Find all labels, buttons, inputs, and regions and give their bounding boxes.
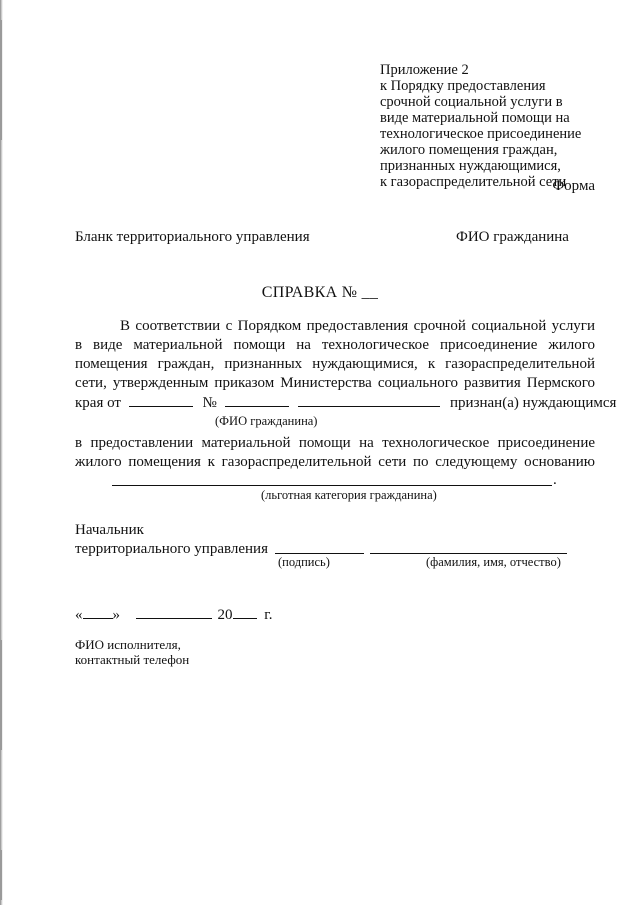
year-prefix: 20 (217, 607, 233, 623)
annex-line: к Порядку предоставления (380, 78, 546, 94)
annex-line: к газораспределительной сети (380, 174, 567, 190)
scan-edge-mark (0, 850, 2, 900)
open-quote: « (75, 607, 83, 623)
order-date-row (75, 393, 616, 412)
order-date-label: края от (75, 395, 121, 411)
document-title: СПРАВКА № __ (261, 284, 379, 301)
paragraph-line: В соответствии с Порядком предоставления срочной социальной услуги (120, 318, 595, 334)
recognized-label: признан(а) нуждающимся (450, 395, 617, 411)
paragraph-line: сети, утвержденным приказом Министерства социального развития Пермского (75, 375, 595, 391)
order-number-label: № (202, 395, 217, 411)
form-label: Форма (552, 178, 595, 194)
citizen-fio-label: ФИО гражданина (456, 229, 569, 245)
year-field[interactable] (233, 605, 257, 619)
scan-edge-mark (0, 20, 2, 140)
citizen-fio-field[interactable] (298, 393, 440, 407)
fio-caption: (ФИО гражданина) (215, 414, 318, 428)
order-number-field[interactable] (225, 393, 289, 407)
annex-line: срочной социальной услуги в (380, 94, 563, 110)
paragraph-line: в предоставлении материальной помощи на технологическое присоединение (75, 435, 595, 451)
paragraph-line: помещения граждан, признанных нуждающимися, к газораспределительной (75, 356, 595, 372)
paragraph-line: жилого помещения к газораспределительной сети по следующему основанию (75, 454, 595, 470)
year-suffix: г. (264, 607, 273, 623)
paragraph-1 (75, 317, 595, 393)
date-row (75, 605, 272, 624)
full-name-field[interactable] (370, 553, 567, 554)
day-field[interactable] (83, 605, 113, 619)
territorial-office-label: территориального управления (75, 541, 268, 557)
executor-phone-label: контактный телефон (75, 652, 190, 667)
month-field[interactable] (136, 605, 212, 619)
category-field[interactable] (112, 485, 552, 486)
signature-caption: (подпись) (278, 555, 330, 569)
paragraph-line: в виде материальной помощи на технологическое присоединение жилого (75, 337, 595, 353)
signature-field[interactable] (275, 553, 364, 554)
chief-label: Начальник (75, 522, 144, 538)
blank-label: Бланк территориального управления (75, 229, 310, 245)
full-name-caption: (фамилия, имя, отчество) (426, 555, 561, 569)
annex-line: признанных нуждающимися, (380, 158, 561, 174)
executor-name-label: ФИО исполнителя, (75, 637, 181, 652)
category-period: . (553, 472, 557, 488)
category-caption: (льготная категория гражданина) (261, 488, 437, 502)
signature-block (75, 521, 268, 559)
annex-header (380, 62, 620, 190)
scan-edge-mark (0, 640, 2, 750)
order-date-field[interactable] (129, 393, 193, 407)
annex-line: технологическое присоединение (380, 126, 582, 142)
annex-line: виде материальной помощи на (380, 110, 570, 126)
executor-block (75, 637, 189, 667)
annex-line: Приложение 2 (380, 62, 469, 78)
close-quote: » (112, 607, 120, 623)
paragraph-2 (75, 434, 595, 472)
annex-line: жилого помещения граждан, (380, 142, 558, 158)
